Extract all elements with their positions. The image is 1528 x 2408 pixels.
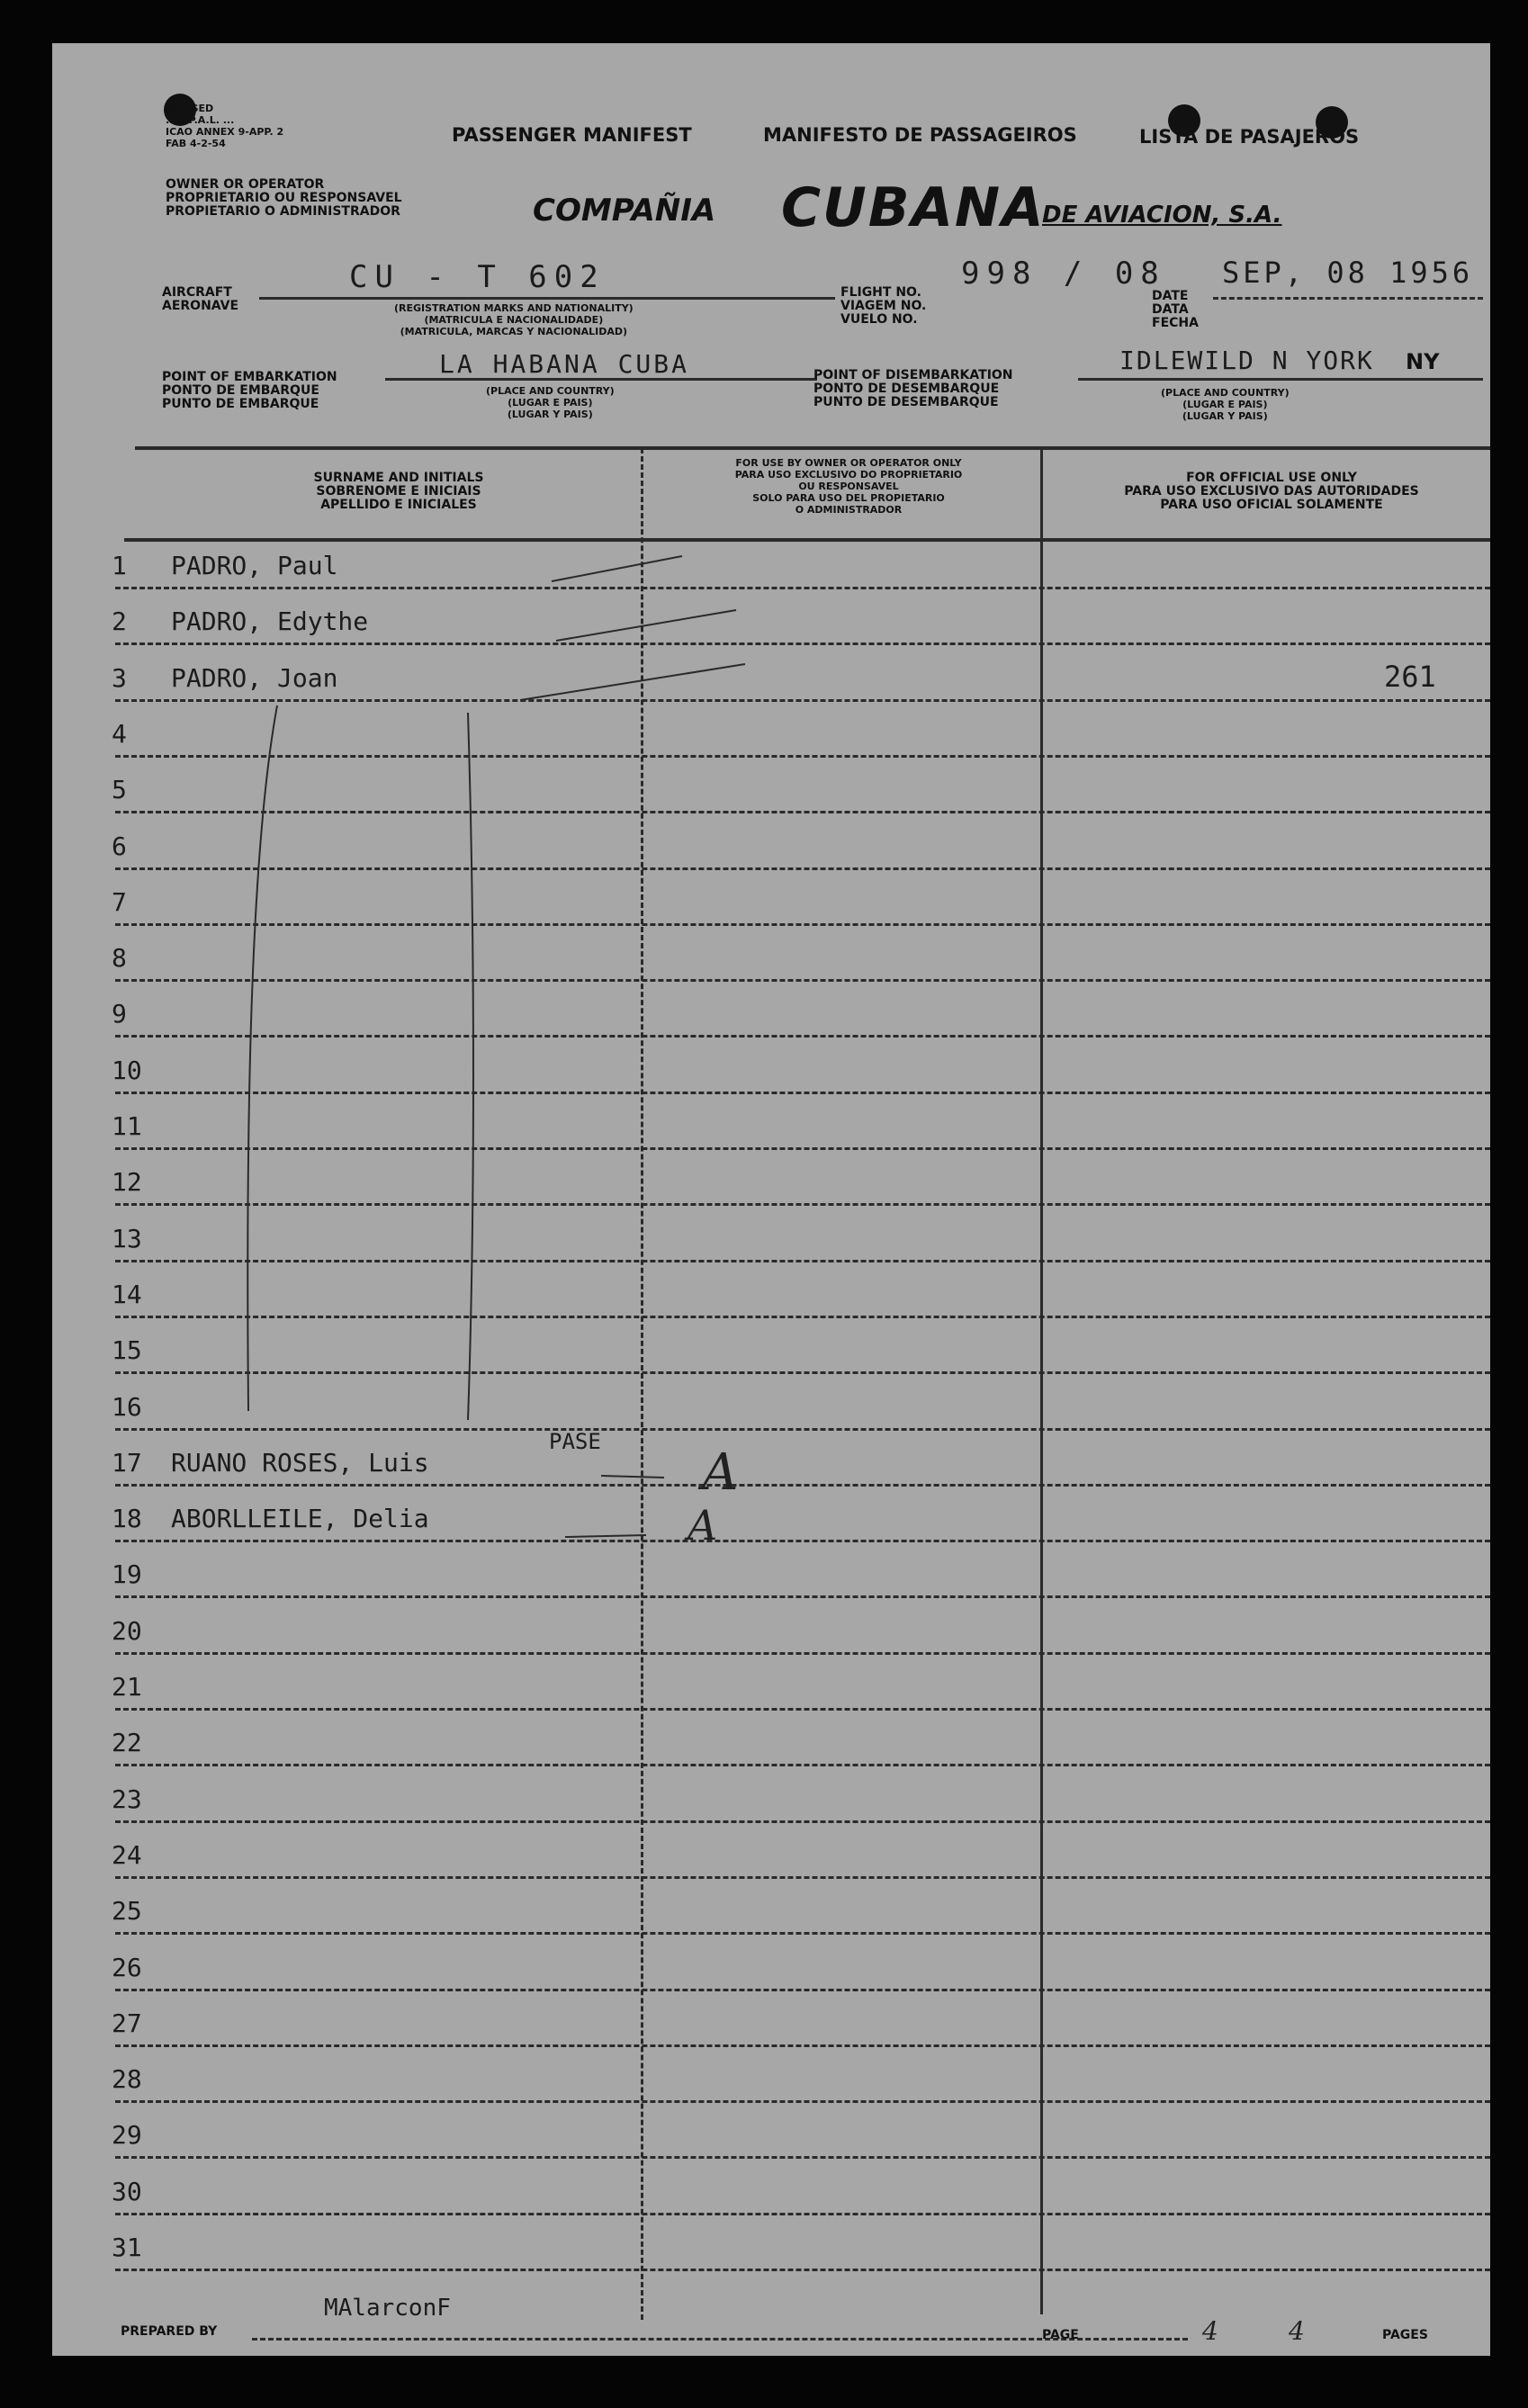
manifest-sheet <box>52 43 1490 2356</box>
prepared-by-value: MAlarconF <box>324 2295 451 2322</box>
date-label: DATE DATA FECHA <box>1152 289 1199 330</box>
owner-column-header: FOR USE BY OWNER OR OPERATOR ONLY PARA USO EXCLUSIVO DO PROPRIETARIO OU RESPONSAVEL SOLO PARA USO DEL PROPIETARIO O ADMINISTRADOR <box>734 457 963 516</box>
row-number: 20 <box>112 1616 142 1646</box>
title-portuguese: MANIFESTO DE PASSAGEIROS <box>763 124 1077 146</box>
row-number: 16 <box>112 1392 142 1422</box>
pen-strokes <box>52 43 1490 2356</box>
row-number: 17 <box>112 1448 142 1478</box>
aircraft-sublabel: (REGISTRATION MARKS AND NATIONALITY) (MATRICULA E NACIONALIDADE) (MATRICULA, MARCAS Y NACIONALIDAD) <box>394 302 634 337</box>
passenger-name: PADRO, Joan <box>171 663 338 693</box>
row-number: 26 <box>112 1953 142 1982</box>
disembarkation-label: POINT OF DISEMBARKATION PONTO DE DESEMBARQUE PUNTO DE DESEMBARQUE <box>813 368 1013 409</box>
row-number: 2 <box>112 606 127 636</box>
page-total: 4 <box>1289 2316 1305 2346</box>
official-use-value: 261 <box>1384 660 1436 694</box>
owner-operator-label: OWNER OR OPERATOR PROPRIETARIO OU RESPONSAVEL PROPIETARIO O ADMINISTRADOR <box>166 177 402 219</box>
flight-number-value: 998 / 08 <box>961 256 1166 292</box>
row-number: 23 <box>112 1784 142 1814</box>
passenger-name: ABORLLEILE, Delia <box>171 1504 429 1533</box>
disembarkation-state: NY <box>1406 349 1440 374</box>
airline-name: CUBANA <box>781 176 1046 239</box>
disembarkation-sublabel: (PLACE AND COUNTRY) (LUGAR E PAIS) (LUGAR Y PAIS) <box>1161 387 1290 422</box>
row-number: 19 <box>112 1559 142 1589</box>
row-number: 28 <box>112 2064 142 2094</box>
row-number: 25 <box>112 1896 142 1926</box>
airline-suffix: DE AVIACION, S.A. <box>1042 202 1282 229</box>
row-number: 24 <box>112 1840 142 1870</box>
pase-annotation: PASE <box>549 1429 601 1454</box>
title-spanish: LISTA DE PASAJEROS <box>1139 126 1360 148</box>
row-number: 31 <box>112 2233 142 2262</box>
airline-prefix: COMPAÑIA <box>533 193 716 229</box>
row-number: 5 <box>112 775 127 804</box>
row-number: 18 <box>112 1504 142 1533</box>
title-english: PASSENGER MANIFEST <box>452 124 692 146</box>
official-column-header: FOR OFFICIAL USE ONLY PARA USO EXCLUSIVO DAS AUTORIDADES PARA USO OFICIAL SOLAMENTE <box>1124 471 1419 512</box>
disembarkation-value: IDLEWILD N YORK <box>1119 346 1374 375</box>
row-number: 21 <box>112 1672 142 1702</box>
aircraft-label: AIRCRAFT AERONAVE <box>162 285 239 313</box>
row-number: 14 <box>112 1280 142 1309</box>
row-number: 15 <box>112 1335 142 1365</box>
passenger-name: PADRO, Edythe <box>171 606 369 636</box>
row-number: 8 <box>112 943 127 973</box>
revision-stamp: REVISED ...N P.A.L. ... ICAO ANNEX 9-APP. 2 FAB 4-2-54 <box>166 103 284 149</box>
prepared-by-label: PREPARED BY <box>121 2324 218 2339</box>
embarkation-sublabel: (PLACE AND COUNTRY) (LUGAR E PAIS) (LUGAR Y PAIS) <box>486 385 615 420</box>
row-number: 12 <box>112 1167 142 1197</box>
passenger-name: PADRO, Paul <box>171 551 338 580</box>
row-number: 30 <box>112 2177 142 2206</box>
row-number: 4 <box>112 719 127 749</box>
row-number: 27 <box>112 2008 142 2038</box>
page-number: 4 <box>1202 2316 1218 2346</box>
initial-mark-18: A <box>688 1501 718 1550</box>
passenger-name: RUANO ROSES, Luis <box>171 1448 429 1478</box>
row-number: 9 <box>112 999 127 1029</box>
embarkation-label: POINT OF EMBARKATION PONTO DE EMBARQUE PUNTO DE EMBARQUE <box>162 370 337 411</box>
date-value: SEP, 08 1956 <box>1222 256 1474 290</box>
name-column-header: SURNAME AND INITIALS SOBRENOME E INICIAIS APELLIDO E INICIALES <box>313 471 484 512</box>
row-number: 11 <box>112 1111 142 1141</box>
row-number: 1 <box>112 551 127 580</box>
aircraft-value: CU - T 602 <box>349 259 606 295</box>
row-number: 29 <box>112 2120 142 2150</box>
row-number: 10 <box>112 1056 142 1085</box>
row-number: 3 <box>112 663 127 693</box>
pages-label: PAGES <box>1382 2328 1428 2342</box>
row-number: 7 <box>112 887 127 917</box>
row-number: 13 <box>112 1224 142 1253</box>
row-number: 6 <box>112 831 127 861</box>
flight-number-label: FLIGHT NO. VIAGEM NO. VUELO NO. <box>840 285 927 327</box>
initial-mark-17: A <box>702 1443 739 1502</box>
row-number: 22 <box>112 1728 142 1757</box>
embarkation-value: LA HABANA CUBA <box>439 349 690 379</box>
page-label: PAGE <box>1042 2328 1079 2342</box>
